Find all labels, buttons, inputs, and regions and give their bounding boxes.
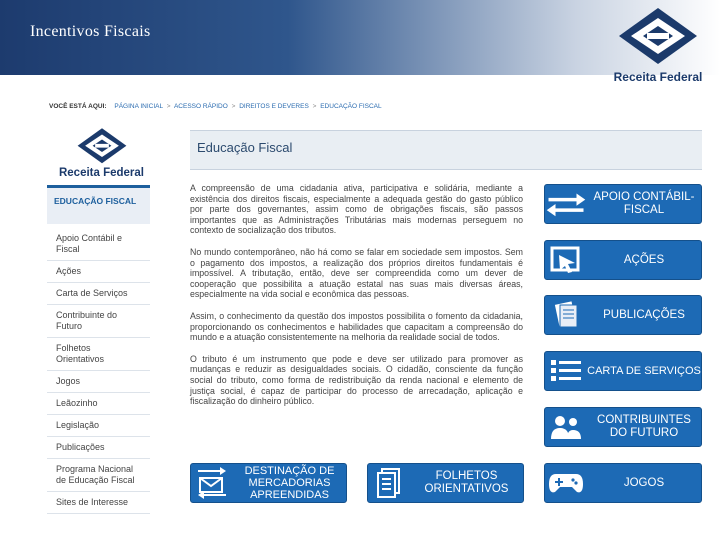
sidebar-item-legislacao[interactable]: Legislação: [47, 415, 150, 437]
breadcrumb-acesso-rapido[interactable]: ACESSO RÁPIDO: [173, 103, 228, 110]
breadcrumb-label: VOCÊ ESTÁ AQUI:: [49, 103, 107, 110]
breadcrumb-home[interactable]: PÁGINA INICIAL: [114, 103, 163, 110]
tile-jogos[interactable]: [544, 463, 702, 503]
breadcrumb-educacao-fiscal[interactable]: EDUCAÇÃO FISCAL: [320, 103, 382, 110]
paragraph: O tributo é um instrumento que pode e deve ser utilizado para promover as mudanças e reduzir as desigualdades sociais. O cidadão, consciente da função social do tributo, como forma de redistribuição da renda nacional e elemento de justiça social, é capaz de participar do processo de arrecadação, aplicação e fiscalização do dinheiro público.: [190, 353, 523, 407]
slide-title: Incentivos Fiscais: [30, 23, 151, 40]
breadcrumb-separator: >: [312, 103, 317, 110]
sidebar-item-acoes[interactable]: Ações: [47, 261, 150, 283]
main-text: [190, 183, 523, 418]
sidebar-item-leaozinho[interactable]: Leãozinho: [47, 393, 150, 415]
tile-folhetos-orientativos[interactable]: [367, 463, 524, 503]
breadcrumb-separator: >: [231, 103, 236, 110]
receita-emblem-icon: [76, 127, 128, 167]
tile-label: FOLHETOS ORIENTATIVOS: [424, 470, 509, 495]
tile-label: DESTINAÇÃO DE MERCADORIAS APREENDIDAS: [244, 465, 335, 501]
tile-label: PUBLICAÇÕES: [603, 308, 685, 321]
envelope-arrows-icon: [191, 466, 233, 500]
sidebar-item-contribuinte-futuro[interactable]: Contribuinte do Futuro: [47, 305, 150, 338]
tile-label: APOIO CONTÁBIL-FISCAL: [593, 191, 695, 216]
tile-publicacoes[interactable]: [544, 295, 702, 335]
sidebar: [47, 185, 150, 514]
arrows-exchange-icon: [545, 189, 587, 219]
paragraph: Assim, o conhecimento da questão dos impostos possibilita o fomento da cidadania, proporcionando os conhecimentos e habilidades que capacitam a compreensão do mundo e a atuação consistentemente na melhoria da realidade social de todos.: [190, 310, 523, 343]
breadcrumb-direitos-deveres[interactable]: DIREITOS E DEVERES: [239, 103, 309, 110]
page-title: Educação Fiscal: [197, 140, 293, 155]
paragraph: No mundo contemporâneo, não há como se falar em sociedade sem impostos. Sem o pagamento dos impostos, a realização dos próprios direitos fundamentais é impossível. A tributação, então, deve ser compreendida como um dever de cooperação que possibilita a atuação estatal nas suas mais diversas áreas, especialmente na vida social e econômica das pessoas.: [190, 246, 523, 300]
breadcrumb-separator: >: [166, 103, 171, 110]
receita-emblem-icon: [617, 6, 699, 70]
tile-contribuintes-futuro[interactable]: [544, 407, 702, 447]
documents-icon: [545, 300, 587, 330]
paragraph: A compreensão de uma cidadania ativa, participativa e solidária, mediante a existência dos direitos fiscais, especialmente a adequada gestão do gasto público por parte dos governantes, assim como de obrigações fiscais, são passos importantes que as Administrações Tributárias mais modernas perseguem no contexto de socialização dos tributos.: [190, 183, 523, 236]
sidebar-item-apoio-contabil[interactable]: Apoio Contábil e Fiscal: [47, 224, 150, 261]
website-screenshot: [42, 95, 712, 525]
list-icon: [545, 357, 587, 385]
document-icon: [368, 467, 410, 499]
cursor-box-icon: [545, 245, 587, 275]
tile-label: JOGOS: [623, 476, 665, 489]
tile-label: CARTA DE SERVIÇOS: [587, 364, 701, 377]
content-title-bar: [190, 130, 702, 170]
tile-apoio-contabil-fiscal[interactable]: [544, 184, 702, 224]
tile-label: CONTRIBUINTES DO FUTURO: [597, 414, 691, 439]
tile-destinacao-mercadorias[interactable]: [190, 463, 347, 503]
tile-carta-servicos[interactable]: [544, 351, 702, 391]
sidebar-heading[interactable]: EDUCAÇÃO FISCAL: [47, 185, 150, 224]
sidebar-item-carta-servicos[interactable]: Carta de Serviços: [47, 283, 150, 305]
sidebar-item-sites-interesse[interactable]: Sites de Interesse: [47, 492, 150, 514]
tile-acoes[interactable]: [544, 240, 702, 280]
site-logo[interactable]: [54, 127, 149, 179]
breadcrumb: [49, 103, 382, 110]
gamepad-icon: [545, 470, 587, 496]
sidebar-item-publicacoes[interactable]: Publicações: [47, 437, 150, 459]
sidebar-item-folhetos[interactable]: Folhetos Orientativos: [47, 338, 150, 371]
people-icon: [545, 413, 587, 441]
tile-label: AÇÕES: [623, 253, 665, 266]
receita-federal-logo: [608, 6, 708, 94]
site-brand-name: Receita Federal: [58, 167, 144, 179]
brand-name: Receita Federal: [613, 70, 703, 84]
sidebar-item-programa-nacional[interactable]: Programa Nacional de Educação Fiscal: [47, 459, 150, 492]
sidebar-item-jogos[interactable]: Jogos: [47, 371, 150, 393]
